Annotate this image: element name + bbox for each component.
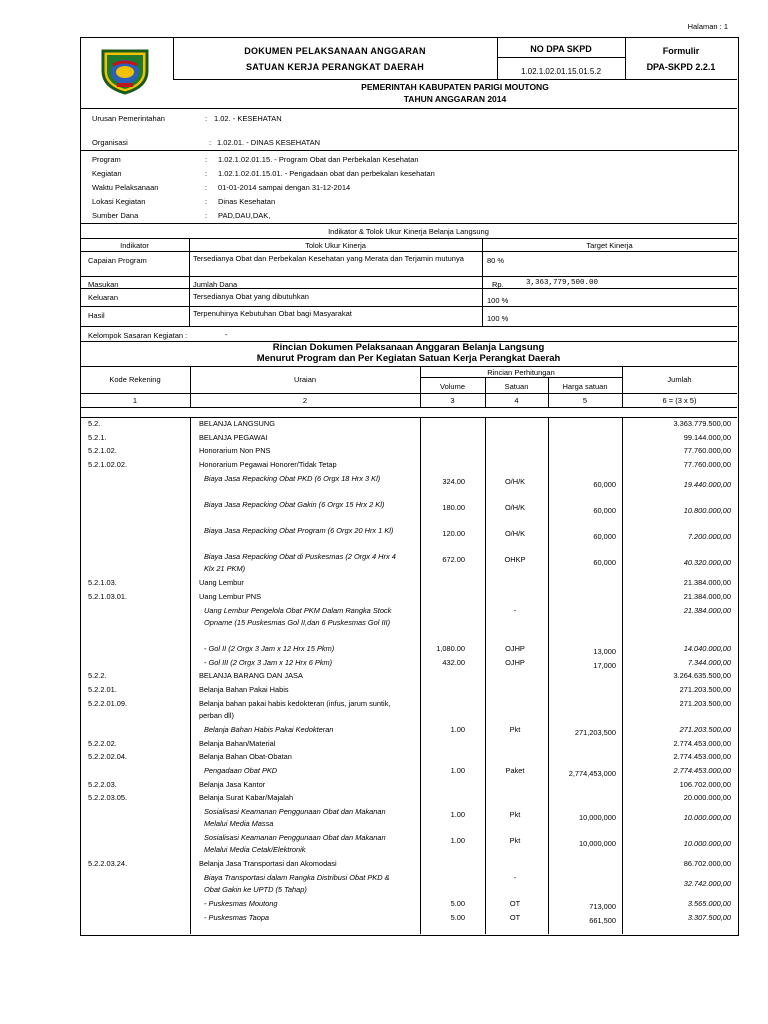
jumlah: 271.203.500,00 [679,724,731,734]
col-volume: Volume [439,382,466,391]
col-target: Target Kinerja [586,241,633,250]
table-row [80,806,737,832]
uraian: - Gol III (2 Orgx 3 Jam x 12 Hrx 6 Pkm) [204,657,333,667]
uraian: Belanja Bahan/Material [199,738,276,748]
info-colon: : [205,197,208,206]
col-jumlah: Jumlah [667,375,692,384]
volume: 1.00 [450,724,465,734]
uraian: - Puskesmas Taopa [204,912,270,922]
satuan: Pkt [509,836,521,846]
formulir-code: DPA-SKPD 2.2.1 [646,62,716,72]
kode-rekening: 5.2.2. [88,671,107,681]
volume: 5.00 [450,912,465,922]
jumlah: 2.774.453.000,00 [673,752,731,762]
satuan: O/H/K [504,502,526,512]
table-row [80,912,737,926]
indikator-capaian: Capaian Program [88,256,147,265]
volume: 180.00 [442,502,465,512]
uraian: Uang Lembur [199,578,244,588]
table-row [80,591,737,605]
regency-logo [95,45,155,95]
jumlah: 32.742.000,00 [683,878,731,888]
satuan: OT [509,898,521,908]
kode-rekening: 5.2.2.03.05. [88,793,128,803]
uraian: Belanja Jasa Transportasi dan Akomodasi [199,859,337,869]
satuan: OJHP [505,657,525,667]
target-masukan: 3,363,779,500.00 [526,279,599,287]
jumlah: 271.203.500,00 [679,685,731,695]
target-capaian: 80 % [487,256,505,265]
table-row [80,670,737,684]
uraian: Belanja Bahan Habis Pakai Kedokteran [204,724,334,734]
info-colon: : [205,114,208,123]
jumlah: 77.760.000,00 [683,460,731,470]
table-row [80,657,737,671]
volume: 324.00 [442,476,465,486]
uraian: Belanja bahan pakai habis kedokteran (infus, jarum suntik, perban dll) [199,698,391,720]
dpa-number: 1.02.1.02.01.15.01.5.2 [520,67,602,76]
rincian-title-line2: Menurut Program dan Per Kegiatan Satuan Kerja Perangkat Daerah [256,353,561,364]
table-row [80,698,737,724]
uraian: BELANJA LANGSUNG [199,419,275,428]
harga-satuan: 60,000 [593,531,616,541]
satuan: Pkt [509,809,521,819]
info-value-waktu: 01-01-2014 sampai dengan 31-12-2014 [218,183,351,192]
tolok-hasil: Terpenuhinya Kebutuhan Obat bagi Masyarakat [193,309,352,318]
info-value-organisasi: 1.02.01. - DINAS KESEHATAN [217,138,321,147]
num-2: 2 [302,396,308,405]
jumlah: 10.000.000,00 [683,839,731,849]
page-number: Halaman : 1 [687,22,728,31]
kode-rekening: 5.2.1.03.01. [88,591,128,601]
kode-rekening: 5.2.2.03.24. [88,859,128,869]
uraian: - Puskesmas Moutong [204,898,278,908]
table-row [80,779,737,793]
satuan: Paket [505,765,525,775]
harga-satuan: 10,000,000 [579,812,616,822]
table-row [80,751,737,765]
jumlah: 14.040.000,00 [683,644,731,653]
target-keluaran: 100 % [487,296,509,305]
table-row [80,605,737,644]
jumlah: 21.384.000,00 [683,605,731,615]
col-tolok: Tolok Ukur Kinerja [305,241,366,250]
info-value-sumber: PAD,DAU,DAK, [218,211,271,220]
table-row [80,765,737,779]
jumlah: 2.774.453.000,00 [673,765,731,775]
kode-rekening: 5.2.2.02. [88,738,117,748]
table-row [80,418,737,432]
target-hasil: 100 % [487,314,509,323]
uraian: Belanja Surat Kabar/Majalah [199,793,294,803]
harga-satuan: 17,000 [593,660,616,670]
table-row [80,832,737,858]
kode-rekening: 5.2.1.03. [88,578,117,588]
indikator-masukan: Masukan [88,280,119,289]
jumlah: 10.000.000,00 [683,812,731,822]
info-label-waktu: Waktu Pelaksanaan [92,183,159,192]
info-label-lokasi: Lokasi Kegiatan [92,197,146,206]
uraian: Belanja Bahan Obat-Obatan [199,752,292,762]
jumlah: 10.800.000,00 [683,505,731,515]
num-6: 6 = (3 x 5) [662,396,697,405]
jumlah: 21.384.000,00 [683,578,731,588]
kode-rekening: 5.2.2.03. [88,779,117,789]
volume: 5.00 [450,898,465,908]
gov-line1: PEMERINTAH KABUPATEN PARIGI MOUTONG [361,82,549,92]
info-label-organisasi: Organisasi [92,138,128,147]
table-row [80,525,737,551]
indikator-keluaran: Keluaran [88,293,119,302]
info-label-program: Program [92,155,121,164]
jumlah: 21.384.000,00 [683,591,731,601]
harga-satuan: 271,203,500 [574,727,616,737]
kode-rekening: 5.2.2.02.04. [88,752,128,762]
indikator-hasil: Hasil [88,311,105,320]
uraian: Uang Lembur PNS [199,591,262,601]
volume: 1,080.00 [436,644,465,653]
jumlah: 271.203.500,00 [679,698,731,708]
jumlah: 2.774.453.000,00 [673,738,731,748]
info-value-program: 1.02.1.02.01.15. - Program Obat dan Perbekalan Kesehatan [218,155,419,164]
harga-satuan: 60,000 [593,479,616,489]
uraian: Honorarium Pegawai Honorer/Tidak Tetap [199,460,337,470]
kode-rekening: 5.2.1.02.02. [88,460,128,470]
harga-satuan: 2,774,453,000 [568,768,616,778]
table-row [80,551,737,577]
uraian: Honorarium Non PNS [199,446,271,456]
harga-satuan: 661,500 [589,915,616,925]
col-rincian: Rincian Perhitungan [487,368,555,377]
uraian: Biaya Jasa Repacking Obat Gakin (6 Orgx 15 Hrx 2 Kl) [204,499,385,509]
jumlah: 7.344.000,00 [687,657,731,667]
dpa-label: NO DPA SKPD [530,44,592,54]
harga-satuan: 713,000 [589,901,616,911]
uraian: Biaya Jasa Repacking Obat PKD (6 Orgx 18 Hrx 3 Kl) [204,473,381,483]
kode-rekening: 5.2.2.01. [88,685,117,695]
col-kode: Kode Rekening [109,375,161,384]
jumlah: 86.702.000,00 [683,859,731,869]
jumlah: 19.440.000,00 [683,479,731,489]
jumlah: 3.264.635.500,00 [673,671,731,681]
rincian-rows [80,418,737,925]
info-colon: : [205,211,208,220]
num-3: 3 [450,396,455,405]
harga-satuan: 13,000 [593,647,616,656]
info-label-kegiatan: Kegiatan [92,169,122,178]
volume: 1.00 [450,809,465,819]
table-row [80,432,737,446]
table-row [80,643,737,657]
table-row [80,872,737,898]
satuan: OT [509,912,521,922]
uraian: Biaya Jasa Repacking Obat di Puskesmas (2 Orgx 4 Hrx 4 Klx 21 PKM) [204,552,396,574]
table-row [80,724,737,738]
info-colon: : [209,138,212,147]
gov-line2: TAHUN ANGGARAN 2014 [403,94,507,104]
volume: 432.00 [442,657,465,667]
jumlah: 40.320.000,00 [683,558,731,568]
kode-rekening: 5.2.1.02. [88,446,117,456]
jumlah: 77.760.000,00 [683,446,731,456]
info-colon: : [205,169,208,178]
table-row [80,473,737,499]
uraian: BELANJA BARANG DAN JASA [199,671,303,681]
doc-title-line1: DOKUMEN PELAKSANAAN ANGGARAN [244,46,426,56]
satuan: - [513,605,517,615]
uraian: Biaya Jasa Repacking Obat Program (6 Orgx 20 Hrx 1 Kl) [204,525,394,535]
uraian: Belanja Jasa Kantor [199,779,266,789]
info-colon: : [205,155,208,164]
doc-title-line2: SATUAN KERJA PERANGKAT DAERAH [245,62,425,72]
volume: 1.00 [450,836,465,846]
uraian: Biaya Transportasi dalam Rangka Distribusi Obat PKD & Obat Gakin ke UPTD (5 Tahap) [204,872,390,894]
kode-rekening: 5.2. [88,419,101,428]
table-row [80,898,737,912]
table-row [80,738,737,752]
volume: 672.00 [442,555,465,565]
uraian: - Gol II (2 Orgx 3 Jam x 12 Hrx 15 Pkm) [204,644,335,653]
satuan: O/H/K [504,476,526,486]
jumlah: 3.363.779.500,00 [673,419,731,428]
rincian-title-line1: Rincian Dokumen Pelaksanaan Anggaran Belanja Langsung [272,342,545,353]
uraian: Uang Lembur Pengelola Obat PKM Dalam Rangka Stock Opname (15 Puskesmas Gol II,dan 6 Puskesmas Gol III) [204,605,392,627]
jumlah: 7.200.000,00 [687,531,731,541]
info-label-urusan: Urusan Pemerintahan [92,114,165,123]
tolok-keluaran: Tersedianya Obat yang dibutuhkan [193,292,309,301]
harga-satuan: 60,000 [593,505,616,515]
table-row [80,858,737,872]
kode-rekening: 5.2.2.01.09. [88,698,128,708]
num-4: 4 [514,396,519,405]
col-satuan: Satuan [504,382,529,391]
table-row [80,499,737,525]
jumlah: 20.000.000,00 [683,793,731,803]
uraian: Belanja Bahan Pakai Habis [199,685,289,695]
kelompok-label: Kelompok Sasaran Kegiatan : [88,331,188,340]
col-harga: Harga satuan [562,382,608,391]
table-row [80,792,737,806]
table-row [80,577,737,591]
info-value-urusan: 1.02. - KESEHATAN [214,114,282,123]
tolok-capaian: Tersedianya Obat dan Perbekalan Kesehatan yang Merata dan Terjamin mutunya [193,254,464,263]
kode-rekening: 5.2.1. [88,432,107,442]
satuan: OHKP [504,555,526,565]
formulir-label: Formulir [662,46,700,56]
info-value-lokasi: Dinas Kesehatan [218,197,276,206]
target-prefix: Rp. [492,280,504,289]
table-row [80,684,737,698]
satuan: OJHP [505,644,525,653]
uraian: Sosialisasi Keamanan Penggunaan Obat dan Makanan Melalui Media Massa [204,806,386,828]
harga-satuan: 10,000,000 [579,839,616,849]
tolok-masukan: Jumlah Dana [193,280,238,289]
info-value-kegiatan: 1.02.1.02.01.15.01. - Pengadaan obat dan perbekalan kesehatan [218,169,435,178]
volume: 120.00 [442,528,465,538]
jumlah: 3.307.500,00 [687,912,731,922]
indikator-title: Indikator & Tolok Ukur Kinerja Belanja Langsung [328,227,489,236]
table-row [80,459,737,473]
info-colon: : [205,183,208,192]
satuan: - [513,872,517,882]
num-1: 1 [132,396,138,405]
volume: 1.00 [450,765,465,775]
num-5: 5 [582,396,588,405]
uraian: BELANJA PEGAWAI [199,432,268,442]
col-indikator: Indikator [120,241,149,250]
col-uraian: Uraian [293,375,317,384]
table-row [80,445,737,459]
satuan: O/H/K [504,528,526,538]
jumlah: 99.144.000,00 [683,432,731,442]
jumlah: 3.565.000,00 [687,898,731,908]
harga-satuan: 60,000 [593,558,616,568]
uraian: Pengadaan Obat PKD [204,765,278,775]
kelompok-value: - [225,330,228,339]
uraian: Sosialisasi Keamanan Penggunaan Obat dan Makanan Melalui Media Cetak/Elektronik [204,833,386,855]
info-label-sumber: Sumber Dana [92,211,139,220]
satuan: Pkt [509,724,521,734]
jumlah: 106.702.000,00 [679,779,731,789]
